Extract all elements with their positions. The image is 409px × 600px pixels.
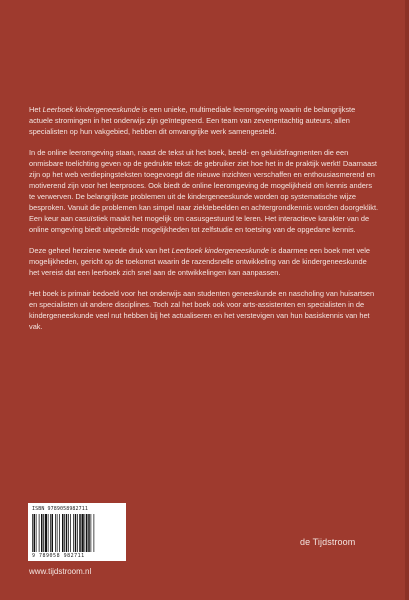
- publisher-logo: de Tijdstroom: [300, 537, 356, 547]
- barcode-bar: [43, 514, 44, 552]
- barcode-bar: [73, 514, 74, 552]
- barcode-bars: [32, 514, 122, 552]
- barcode-bar: [64, 514, 65, 552]
- blurb-text: [29, 105, 379, 344]
- barcode-bar: [59, 514, 60, 552]
- blurb-paragraph-3: Deze geheel herziene tweede druk van het Leerboek kindergeneeskunde is daarmee een boek met vele mogelijkheden, gericht op de toekomst waarin de razendsnelle ontwikkeling van de kindergeneeskunde het vereist dat een leerboek zich snel aan de ontwikkelingen kan aanpassen.: [29, 246, 371, 277]
- barcode-bar: [57, 514, 58, 552]
- barcode-bar: [62, 514, 64, 552]
- barcode-bar: [75, 514, 77, 552]
- barcode-bar: [45, 514, 47, 552]
- barcode: [28, 503, 126, 561]
- barcode-number: 9 789058 982711: [32, 553, 85, 559]
- blurb-paragraph-4: Het boek is primair bedoeld voor het onderwijs aan studenten geneeskunde en nascholing van huisartsen en specialisten uit andere disciplines. Toch zal het boek ook voor arts-assistenten en specialisten in de kindergeneeskunde veel nut hebben bij het actualiseren en het verstevigen van hun basiskennis van het vak.: [29, 289, 375, 332]
- isbn-label: ISBN 9789058982711: [32, 506, 88, 512]
- barcode-bar: [41, 514, 43, 552]
- barcode-bar: [34, 514, 36, 552]
- barcode-bar: [32, 514, 33, 552]
- spine-edge: [405, 0, 409, 600]
- barcode-bar: [70, 514, 71, 552]
- barcode-bar: [68, 514, 69, 552]
- barcode-bar: [91, 514, 92, 552]
- blurb-paragraph-2: In de online leeromgeving staan, naast de tekst uit het boek, beeld- en geluidsfragmenten die een onmisbare toelichting geven op de gedrukte tekst: de gebruiker ziet hoe het in de praktijk werkt! Daarnaast zijn op het web verdiepingsteksten toegevoegd die nieuwe inzichten verschaffen en enthousiasmerend en motiverend zijn voor het leerproces. Ook biedt de online leeromgeving de mogelijkheid om kennis anders te verwerven. De belangrijkste problemen uit de kindergeneeskunde worden op systematische wijze besproken. Vanuit die problemen kan simpel naar ziektebeelden en achtergrondkennis worden doorgeklikt. Een keur aan casuïstiek maakt het mogelijk om casusgestuurd te leren. Het interactieve karakter van de online omgeving biedt uitgebreide mogelijkheden tot zelfstudie en toetsing van de opgedane kennis.: [29, 148, 379, 234]
- barcode-bar: [88, 514, 90, 552]
- barcode-bar: [79, 514, 81, 552]
- book-title: Leerboek kindergeneeskunde: [42, 105, 140, 114]
- publisher-website: www.tijdstroom.nl: [29, 567, 92, 576]
- barcode-bar: [39, 514, 40, 552]
- barcode-bar: [50, 514, 51, 552]
- barcode-bar: [52, 514, 54, 552]
- barcode-bar: [48, 514, 49, 552]
- barcode-bar: [77, 514, 78, 552]
- book-title: Leerboek kindergeneeskunde: [171, 246, 269, 256]
- barcode-bar: [94, 514, 95, 552]
- barcode-bar: [66, 514, 68, 552]
- blurb-paragraph-1: Het Leerboek kindergeneeskunde is een unieke, multimediale leeromgeving waarin de belangrijkste actuele stromingen in het onderwijs zijn geïntegreerd. Een team van zevenentachtig auteurs, allen specialisten op hun vakgebied, hebben dit omvangrijke werk samengesteld.: [29, 105, 356, 136]
- barcode-bar: [85, 514, 86, 552]
- barcode-bar: [36, 514, 37, 552]
- barcode-bar: [55, 514, 56, 552]
- barcode-bar: [86, 514, 88, 552]
- barcode-bar: [82, 514, 84, 552]
